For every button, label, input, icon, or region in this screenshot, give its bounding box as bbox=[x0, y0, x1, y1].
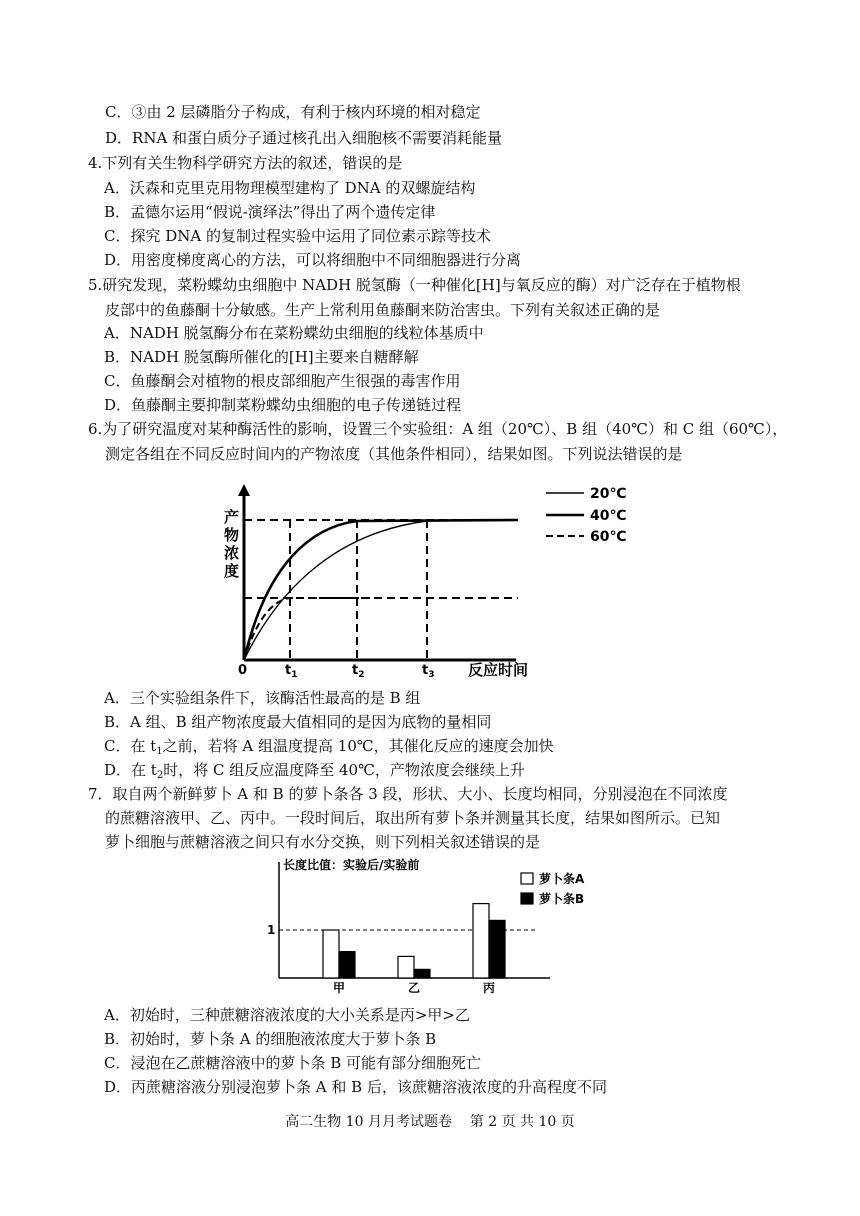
q7-stem-3: 萝卜细胞与蔗糖溶液之间只有水分交换，则下列相关叙述错误的是 bbox=[105, 833, 541, 851]
tick-label-t3: $t_3$ bbox=[422, 663, 435, 680]
q4-option-d: D．用密度梯度离心的方法，可以将细胞中不同细胞器进行分离 bbox=[104, 251, 522, 269]
q6-option-b: B．A 组、B 组产物浓度最大值相同的是因为底物的量相同 bbox=[104, 713, 492, 731]
q6-stem-2: 测定各组在不同反应时间内的产物浓度（其他条件相同），结果如图。下列说法错误的是 bbox=[105, 445, 683, 463]
legend-radish-b-label: 萝卜条B bbox=[539, 892, 585, 906]
category-label-乙: 乙 bbox=[408, 981, 421, 995]
bar-丙-a bbox=[473, 904, 489, 978]
legend-40C-label: 40℃ bbox=[590, 508, 627, 524]
enzyme-temperature-chart bbox=[212, 482, 652, 682]
series-40C-curve bbox=[244, 520, 518, 660]
q7-stem-1: 7．取自两个新鲜萝卜 A 和 B 的萝卜条各 3 段，形状、大小、长度均相同，分别浸泡在不同浓度 bbox=[88, 785, 728, 803]
legend-radish-a-label: 萝卜条A bbox=[539, 872, 585, 886]
page-footer bbox=[0, 1111, 860, 1131]
reference-line-label: 1 bbox=[267, 923, 276, 937]
category-label-丙: 丙 bbox=[483, 981, 496, 995]
legend-radish-b-swatch bbox=[521, 893, 533, 904]
q4-option-c: C．探究 DNA 的复制过程实验中运用了同位素示踪等技术 bbox=[104, 227, 491, 245]
chart-title: 长度比值：实验后/实验前 bbox=[283, 858, 420, 872]
legend-60C-label: 60℃ bbox=[590, 529, 627, 545]
legend-radish-a-swatch bbox=[521, 873, 533, 884]
q6-option-d: D．在 $t_2$时，将 C 组反应温度降至 40℃，产物浓度会继续上升 bbox=[104, 761, 525, 781]
y-axis-arrow bbox=[238, 484, 250, 496]
q3-option-c: C．③由 2 层磷脂分子构成，有利于核内环境的相对稳定 bbox=[105, 103, 481, 121]
q6-stem-1: 6.为了研究温度对某种酶活性的影响，设置三个实验组：A 组（20℃）、B 组（40℃）和 C 组（60℃）， bbox=[88, 420, 788, 438]
bar-乙-a bbox=[398, 956, 414, 978]
tick-label-t2: $t_2$ bbox=[352, 663, 365, 680]
q5-stem-2: 皮部中的鱼藤酮十分敏感。生产上常利用鱼藤酮来防治害虫。下列有关叙述正确的是 bbox=[105, 301, 661, 319]
q7-option-b: B．初始时，萝卜条 A 的细胞液浓度大于萝卜条 B bbox=[104, 1030, 437, 1048]
bar-乙-b bbox=[414, 969, 430, 978]
series-20C-curve bbox=[244, 520, 518, 660]
q7-option-d: D．丙蔗糖溶液分别浸泡萝卜条 A 和 B 后，该蔗糖溶液浓度的升高程度不同 bbox=[104, 1078, 607, 1096]
q5-stem-1: 5.研究发现，菜粉蝶幼虫细胞中 NADH 脱氢酶（一种催化[H]与氧反应的酶）对广泛存在于植物根 bbox=[88, 276, 741, 294]
q5-option-d: D．鱼藤酮主要抑制菜粉蝶幼虫细胞的电子传递链过程 bbox=[104, 396, 462, 414]
q5-option-c: C．鱼藤酮会对植物的根皮部细胞产生很强的毒害作用 bbox=[104, 372, 461, 390]
footer-exam-title: 高二生物 10 月月考试题卷 bbox=[285, 1114, 452, 1130]
q4-option-a: A．沃森和克里克用物理模型建构了 DNA 的双螺旋结构 bbox=[104, 179, 476, 197]
q4-option-b: B．孟德尔运用“假说-演绎法”得出了两个遗传定律 bbox=[104, 203, 436, 221]
q7-stem-2: 的蔗糖溶液甲、乙、丙中。一段时间后，取出所有萝卜条并测量其长度，结果如图所示。已知 bbox=[105, 809, 721, 827]
q5-option-b: B．NADH 脱氢酶所催化的[H]主要来自糖酵解 bbox=[104, 348, 419, 366]
legend-20C-label: 20℃ bbox=[590, 486, 627, 502]
category-labels bbox=[333, 980, 495, 995]
bar-丙-b bbox=[489, 920, 505, 978]
q4-stem: 4.下列有关生物科学研究方法的叙述，错误的是 bbox=[88, 154, 403, 172]
q7-option-c: C．浸泡在乙蔗糖溶液中的萝卜条 B 可能有部分细胞死亡 bbox=[104, 1054, 482, 1072]
bar-甲-b bbox=[339, 952, 355, 978]
series-60C-curve bbox=[244, 598, 372, 660]
bar-甲-a bbox=[323, 930, 339, 978]
bar-group bbox=[323, 904, 505, 978]
q5-option-a: A．NADH 脱氢酶分布在菜粉蝶幼虫细胞的线粒体基质中 bbox=[104, 324, 484, 342]
tick-label-t1: $t_1$ bbox=[285, 663, 298, 680]
q3-option-d: D．RNA 和蛋白质分子通过核孔出入细胞核不需要消耗能量 bbox=[105, 129, 503, 147]
origin-label: 0 bbox=[238, 663, 248, 678]
q7-option-a: A．初始时，三种蔗糖溶液浓度的大小关系是丙>甲>乙 bbox=[104, 1006, 470, 1024]
y-axis-label: 产物浓度 bbox=[224, 508, 240, 580]
q6-option-c: C．在 $t_1$之前，若将 A 组温度提高 10℃，其催化反应的速度会加快 bbox=[104, 737, 554, 757]
category-label-甲: 甲 bbox=[333, 981, 346, 995]
q6-option-a: A．三个实验组条件下，该酶活性最高的是 B 组 bbox=[104, 689, 421, 707]
radish-length-ratio-chart bbox=[265, 856, 605, 996]
footer-page-number: 第 2 页 共 10 页 bbox=[469, 1114, 575, 1130]
x-axis-label: 反应时间 bbox=[468, 661, 529, 679]
